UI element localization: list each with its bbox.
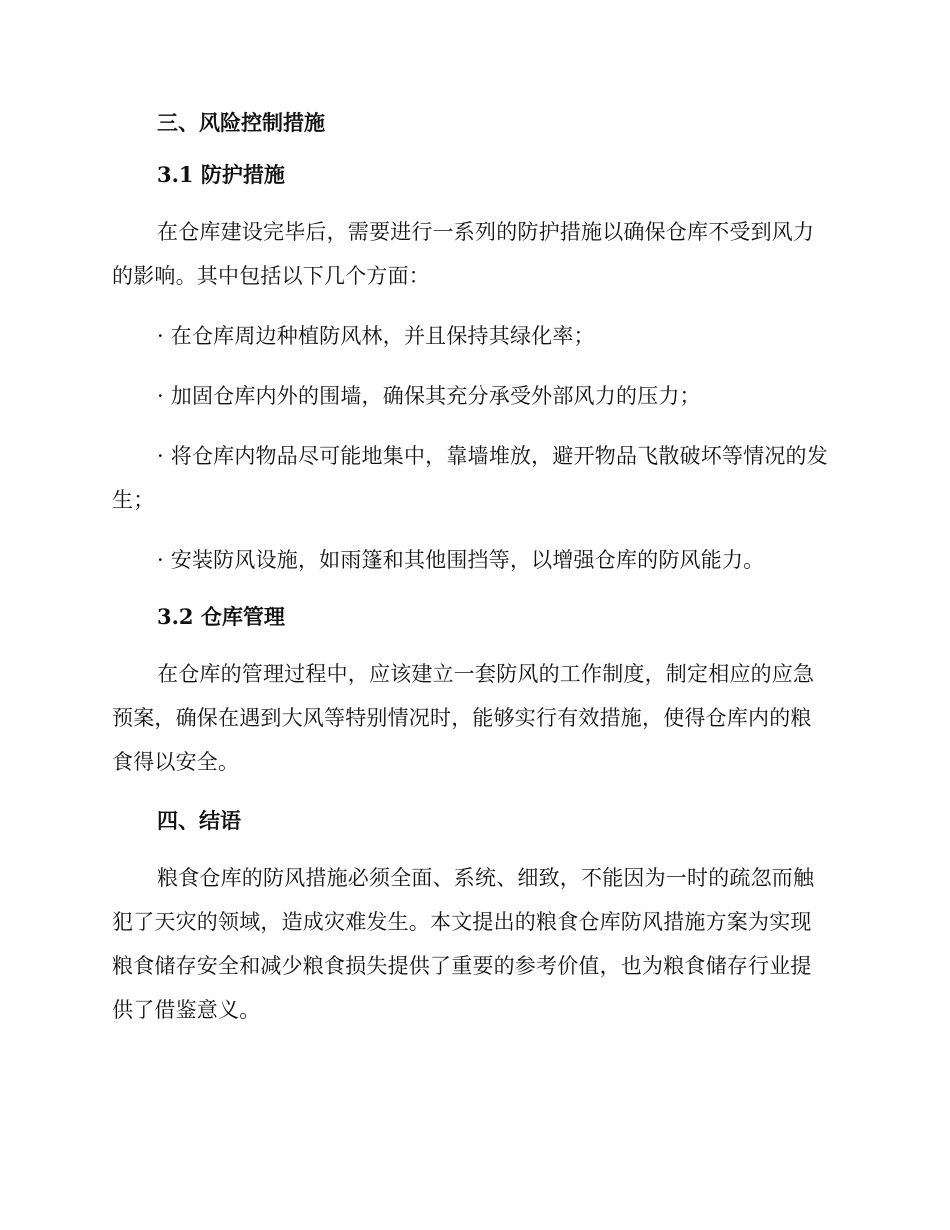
- section-heading-conclusion: 四、结语: [157, 808, 241, 833]
- paragraph-warehouse-management: 在仓库的管理过程中，应该建立一套防风的工作制度，制定相应的应急预案，确保在遇到大风等特别情况时，能够实行有效措施，使得仓库内的粮食得以安全。: [112, 662, 815, 774]
- subsection-heading-protection: 3.1 防护措施: [157, 162, 285, 187]
- bullet-item: · 安装防风设施，如雨篷和其他围挡等，以增强仓库的防风能力。: [157, 548, 765, 572]
- paragraph-conclusion: 粮食仓库的防风措施必须全面、系统、细致，不能因为一时的疏忽而触犯了天灾的领域，造成灾难发生。本文提出的粮食仓库防风措施方案为实现粮食储存安全和减少粮食损失提供了重要的参考价值，也为粮食储存行业提供了借鉴意义。: [112, 866, 815, 1022]
- bullet-item: · 在仓库周边种植防风林，并且保持其绿化率；: [157, 324, 595, 348]
- subsection-heading-warehouse-management: 3.2 仓库管理: [157, 604, 285, 629]
- paragraph-protection-intro: 在仓库建设完毕后，需要进行一系列的防护措施以确保仓库不受到风力的影响。其中包括以下几个方面：: [112, 220, 815, 288]
- bullet-item: · 将仓库内物品尽可能地集中，靠墙堆放，避开物品飞散破坏等情况的发生；: [112, 444, 828, 512]
- section-heading-risk-control: 三、风险控制措施: [157, 110, 325, 135]
- document-page: [112, 108, 832, 1032]
- bullet-item: · 加固仓库内外的围墙，确保其充分承受外部风力的压力；: [157, 384, 701, 408]
